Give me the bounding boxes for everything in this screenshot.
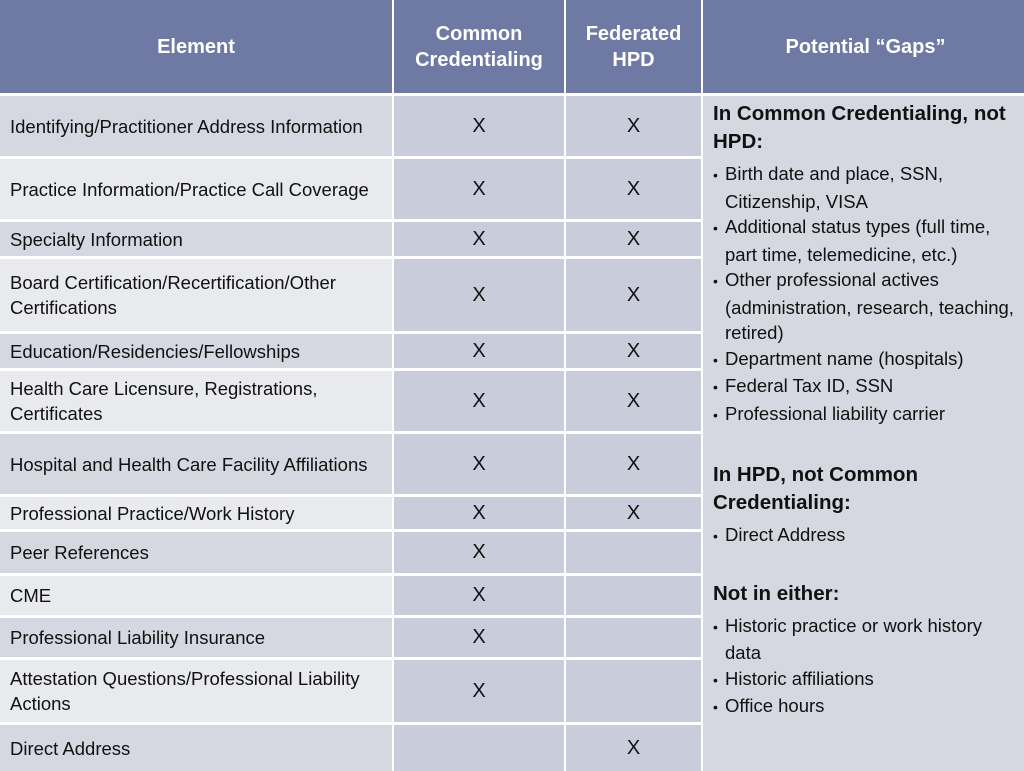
hpd-mark [566,660,701,722]
hpd-mark [566,576,701,615]
potential-gaps-panel [703,96,1024,771]
header-element: Element [0,0,392,93]
gap-item: • Federal Tax ID, SSN [713,373,1018,401]
table-row-element: Peer References [0,532,392,573]
cc-mark: X [394,159,564,219]
cc-mark: X [394,434,564,494]
cc-mark: X [394,660,564,722]
gap-list [713,161,1018,428]
hpd-mark: X [566,222,701,256]
gap-heading: In HPD, not Common Credentialing: [713,463,918,514]
table-row-element: Professional Liability Insurance [0,618,392,657]
gap-heading: Not in either: [713,581,840,605]
gap-item: • Historic practice or work history data [713,613,1018,666]
table-row-element: Education/Residencies/Fellowships [0,334,392,368]
cc-mark: X [394,259,564,331]
hpd-mark [566,532,701,573]
cc-mark [394,725,564,771]
hpd-mark: X [566,159,701,219]
table-row-element: Practice Information/Practice Call Coverage [0,159,392,219]
table-row-element: Direct Address [0,725,392,771]
hpd-mark: X [566,259,701,331]
header-federated-hpd: Federated HPD [566,0,701,93]
table-row-element: CME [0,576,392,615]
gap-item: • Birth date and place, SSN, Citizenship, VISA [713,161,1018,214]
cc-mark: X [394,618,564,657]
gap-item: • Other professional actives (administration, research, teaching, retired) [713,267,1018,346]
gap-item: • Office hours [713,693,1018,721]
table-row-element: Identifying/Practitioner Address Information [0,96,392,156]
hpd-mark: X [566,96,701,156]
gap-item: • Professional liability carrier [713,401,1018,429]
hpd-mark: X [566,334,701,368]
table-row-element: Hospital and Health Care Facility Affiliations [0,434,392,494]
gap-section-cc-not-hpd [713,100,1018,428]
cc-mark: X [394,96,564,156]
gap-list [713,613,1018,721]
cc-mark: X [394,532,564,573]
hpd-mark: X [566,371,701,431]
gap-item: • Historic affiliations [713,666,1018,694]
cc-mark: X [394,497,564,529]
gap-item: • Additional status types (full time, part time, telemedicine, etc.) [713,214,1018,267]
gap-section-hpd-not-cc [713,461,1018,550]
gap-item: • Direct Address [713,522,1018,550]
hpd-mark [566,618,701,657]
hpd-mark: X [566,434,701,494]
table-row-element: Attestation Questions/Professional Liability Actions [0,660,392,722]
header-potential-gaps: Potential “Gaps” [703,0,1024,93]
table-row-element: Professional Practice/Work History [0,497,392,529]
cc-mark: X [394,222,564,256]
cc-mark: X [394,371,564,431]
table-row-element: Specialty Information [0,222,392,256]
header-common-credentialing: Common Credentialing [394,0,564,93]
table-row-element: Health Care Licensure, Registrations, Certificates [0,371,392,431]
cc-mark: X [394,334,564,368]
gap-section-not-in-either [713,580,1018,721]
gap-heading: In Common Credentialing, not HPD: [713,102,1006,153]
gap-item: • Department name (hospitals) [713,346,1018,374]
table-row-element: Board Certification/Recertification/Other Certifications [0,259,392,331]
hpd-mark: X [566,725,701,771]
cc-mark: X [394,576,564,615]
gap-list [713,522,1018,550]
hpd-mark: X [566,497,701,529]
